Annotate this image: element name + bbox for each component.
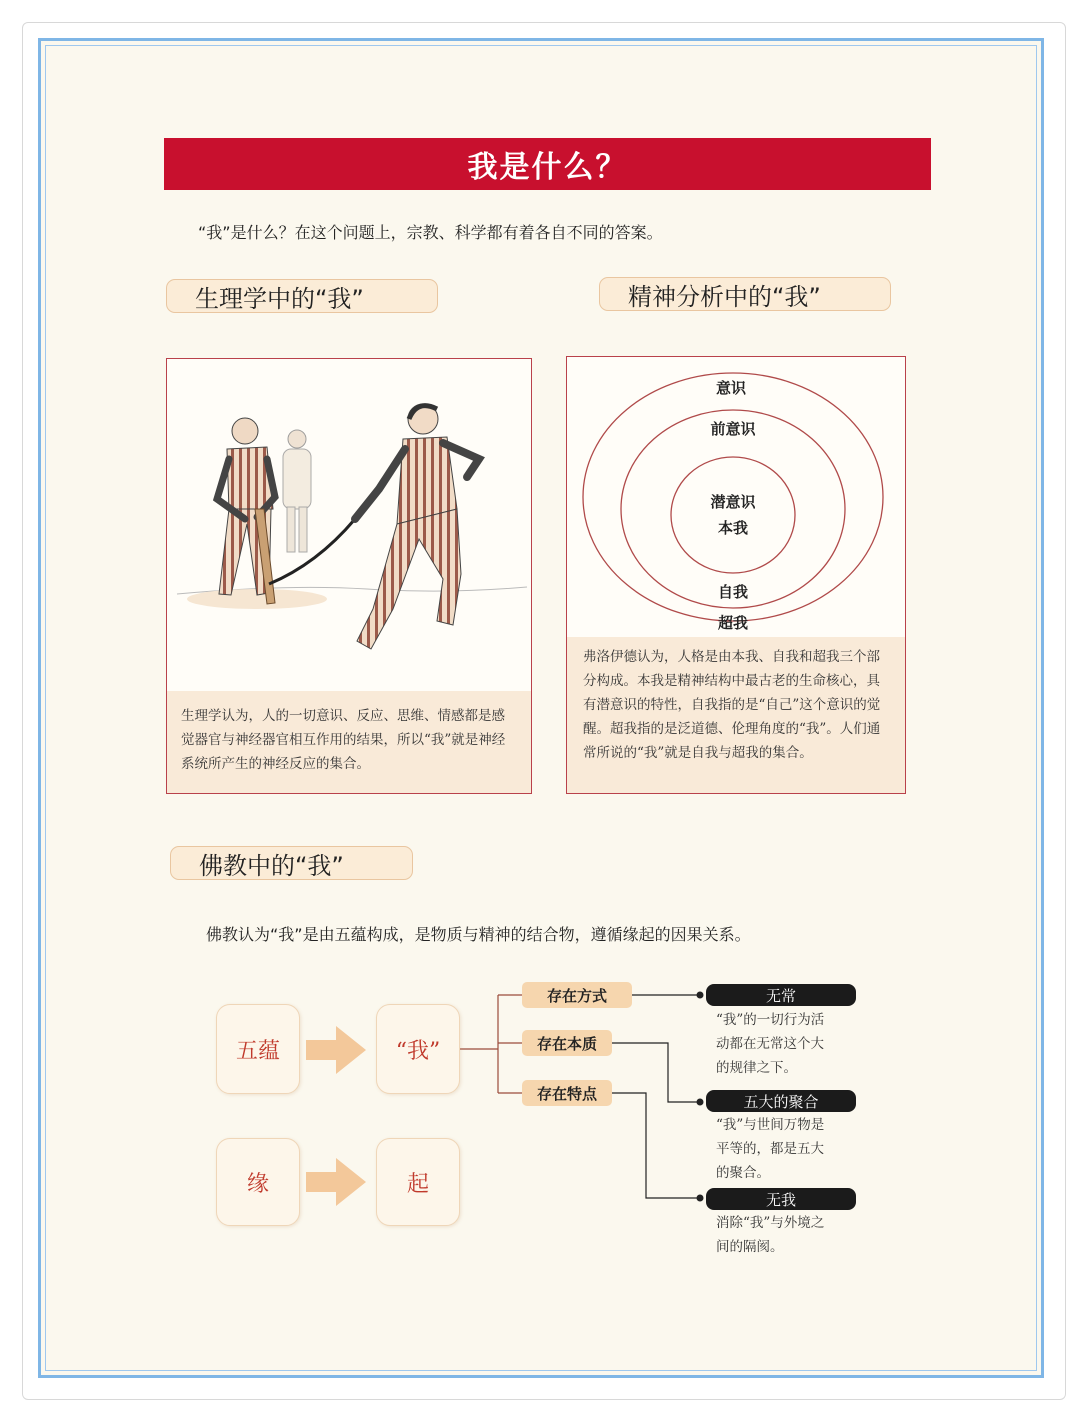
- physiology-panel: [166, 358, 532, 794]
- buddhism-heading: [170, 846, 413, 880]
- note-line: 平等的，都是五大: [716, 1141, 824, 1157]
- aspect-pill-2: [522, 1030, 612, 1056]
- note-line: 间的隔阂。: [716, 1239, 784, 1255]
- term-label-3: 无我: [765, 1190, 796, 1209]
- note-line: 消除“我”与外境之: [716, 1215, 825, 1231]
- page-title: 我是什么？: [467, 150, 628, 185]
- ring-label-subconscious: 潜意识: [710, 493, 756, 511]
- ring-label-superego: 超我: [717, 614, 749, 632]
- term-note-1: [716, 1008, 824, 1080]
- term-pill-1: [706, 984, 856, 1006]
- term-label-2: 五大的聚合: [743, 1092, 819, 1111]
- wo-box: [376, 1004, 460, 1094]
- qi-box: [376, 1138, 460, 1226]
- ring-label-ego: 自我: [717, 583, 749, 601]
- psychoanalysis-panel: [566, 356, 906, 794]
- psychoanalysis-heading-text: 精神分析中的“我”: [628, 282, 821, 311]
- inner-ring: [671, 457, 795, 573]
- qi-label: 起: [406, 1171, 429, 1197]
- physiology-caption: 生理学认为，人的一切意识、反应、思维、情感都是感觉器官与神经器官相互作用的结果，所以“我”就是神经系统所产生的神经反应的集合。: [167, 691, 531, 793]
- note-line: 的聚合。: [716, 1165, 770, 1181]
- term-pill-3: [706, 1188, 856, 1210]
- buddhism-heading-text: 佛教中的“我”: [199, 851, 344, 880]
- yuan-box: [216, 1138, 300, 1226]
- aspect-pill-1: [522, 982, 632, 1008]
- wuyun-box: [216, 1004, 300, 1094]
- yuan-label: 缘: [246, 1171, 269, 1197]
- wuyun-label: 五蕴: [235, 1038, 280, 1064]
- term-label-1: 无常: [765, 986, 796, 1005]
- aspect-label-2: 存在本质: [536, 1034, 597, 1053]
- note-line: “我”的一切行为活: [716, 1012, 825, 1028]
- psychoanalysis-heading: [599, 277, 891, 311]
- aspect-pill-3: [522, 1080, 612, 1106]
- striped-pajama-men-illustration: [167, 359, 531, 689]
- ring-label-conscious: 意识: [715, 379, 747, 397]
- title-bar: [164, 138, 931, 190]
- physiology-heading: [166, 279, 438, 313]
- wo-label: “我”: [395, 1038, 441, 1064]
- note-line: “我”与世间万物是: [716, 1117, 825, 1133]
- aspect-label-3: 存在特点: [536, 1084, 597, 1103]
- term-pill-2: [706, 1090, 856, 1112]
- term-note-3: [716, 1211, 824, 1259]
- ring-label-id: 本我: [717, 519, 749, 537]
- psychoanalysis-caption: 弗洛伊德认为，人格是由本我、自我和超我三个部分构成。本我是精神结构中最古老的生命核心，具有潜意识的特性，自我指的是“自己”这个意识的觉醒。超我指的是泛道德、伦理角度的“我”。人们通常所说的“我”就是自我与超我的集合。: [567, 637, 905, 793]
- term-note-2: [716, 1113, 824, 1185]
- note-line: 的规律之下。: [716, 1060, 797, 1076]
- aspect-label-1: 存在方式: [546, 986, 607, 1005]
- ring-label-preconscious: 前意识: [710, 420, 756, 438]
- intro-text: “我”是什么？在这个问题上，宗教、科学都有着各自不同的答案。: [198, 223, 663, 242]
- buddhism-intro: 佛教认为“我”是由五蕴构成，是物质与精神的结合物，遵循缘起的因果关系。: [206, 925, 751, 944]
- physiology-heading-text: 生理学中的“我”: [195, 284, 364, 313]
- note-line: 动都在无常这个大: [716, 1036, 824, 1052]
